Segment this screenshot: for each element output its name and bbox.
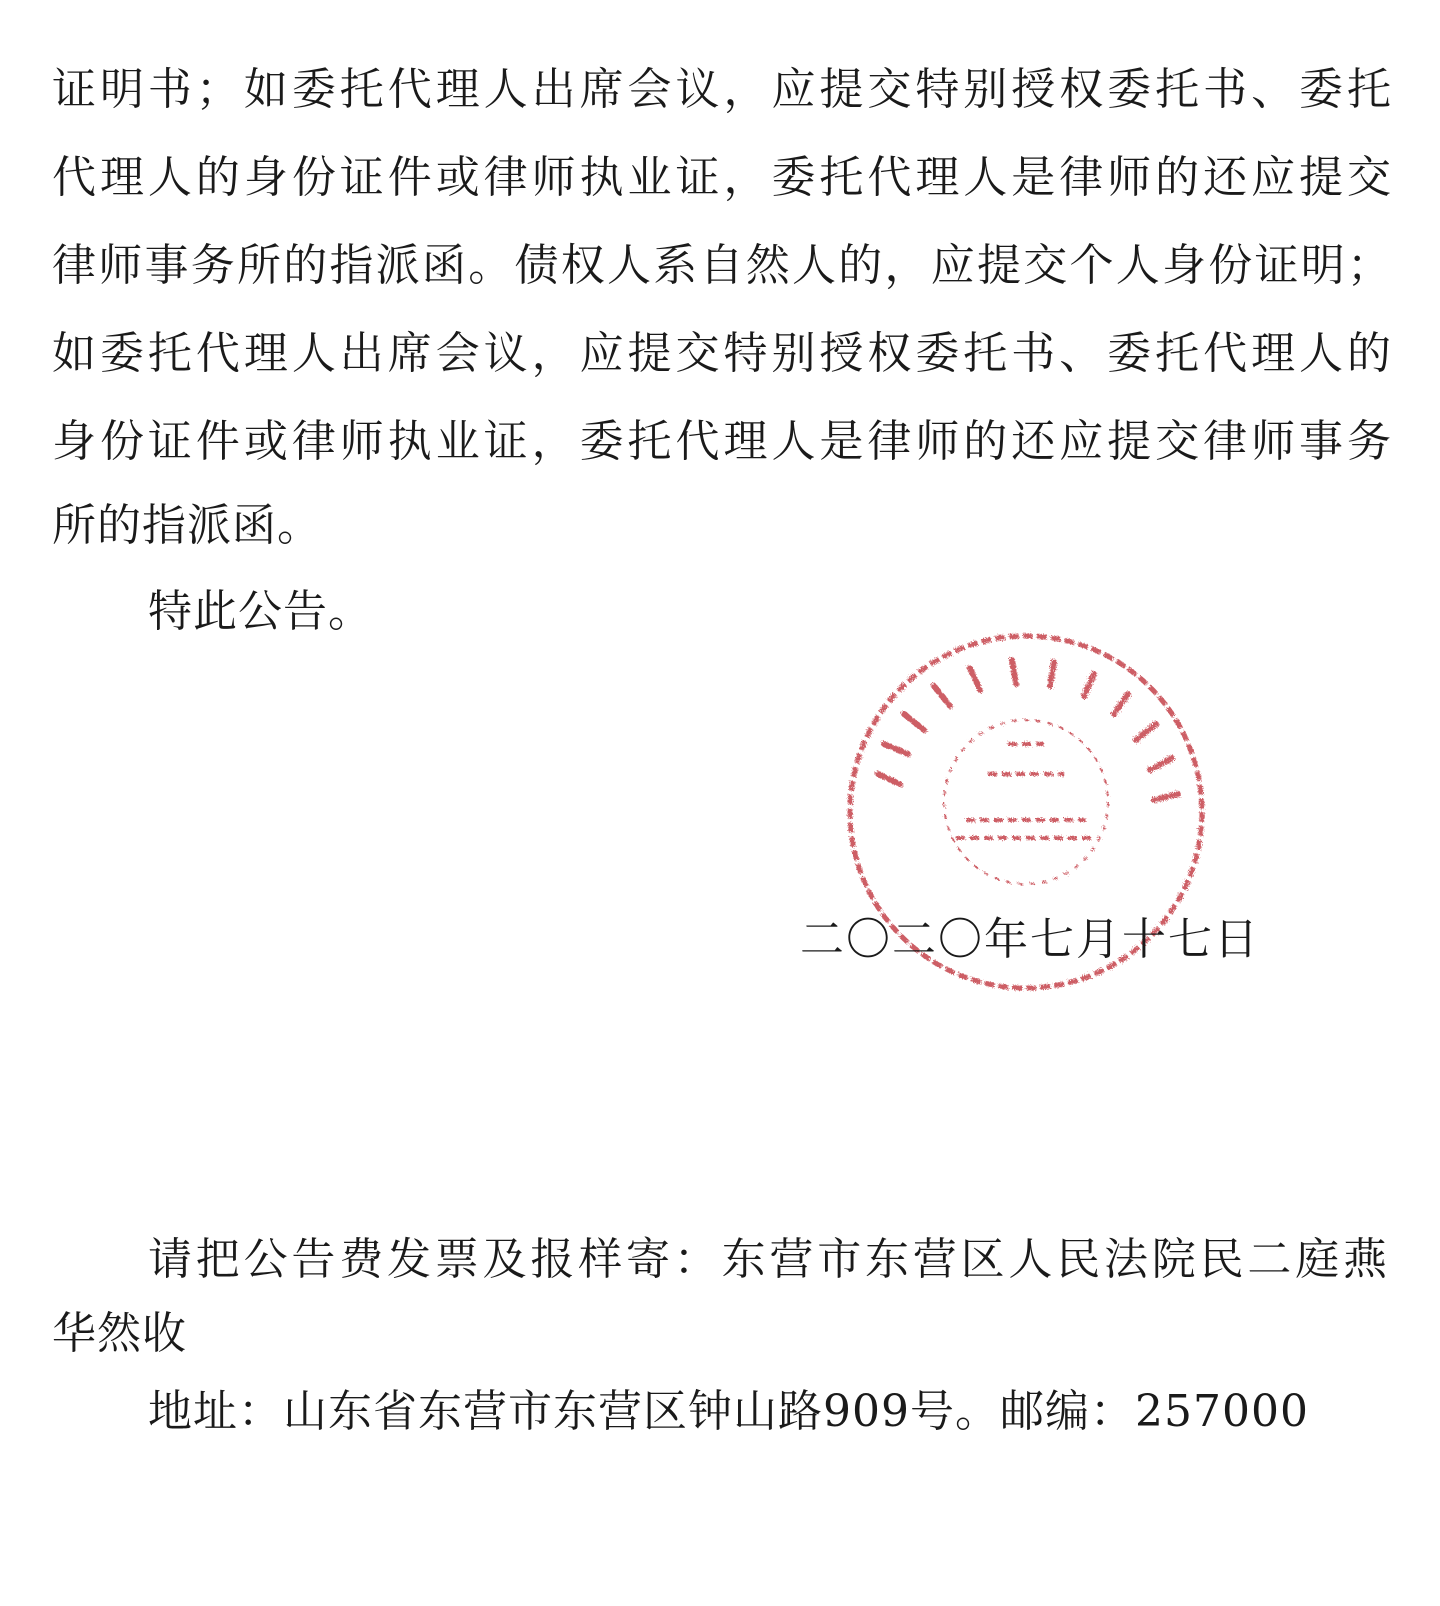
- seal-emblem: [956, 744, 1096, 838]
- closing-statement: 特此公告。: [148, 586, 373, 637]
- seal-ring-characters: [878, 660, 1178, 800]
- body-line: 证明书；如委托代理人出席会议，应提交特别授权委托书、委托: [52, 64, 1392, 115]
- body-line: 如委托代理人出席会议，应提交特别授权委托书、委托代理人的: [52, 328, 1392, 379]
- body-line: 代理人的身份证件或律师执业证，委托代理人是律师的还应提交: [52, 152, 1392, 203]
- mailing-address: 地址：山东省东营市东营区钟山路909号。邮编：257000: [148, 1386, 1309, 1437]
- document-date: 二〇二〇年七月十七日: [800, 914, 1260, 965]
- body-line: 律师事务所的指派函。债权人系自然人的，应提交个人身份证明；: [52, 240, 1392, 291]
- mailing-recipient: 华然收: [52, 1308, 187, 1359]
- body-line: 身份证件或律师执业证，委托代理人是律师的还应提交律师事务: [52, 416, 1392, 467]
- body-line: 所的指派函。: [52, 500, 322, 551]
- mailing-line: 请把公告费发票及报样寄：东营市东营区人民法院民二庭燕: [148, 1234, 1388, 1285]
